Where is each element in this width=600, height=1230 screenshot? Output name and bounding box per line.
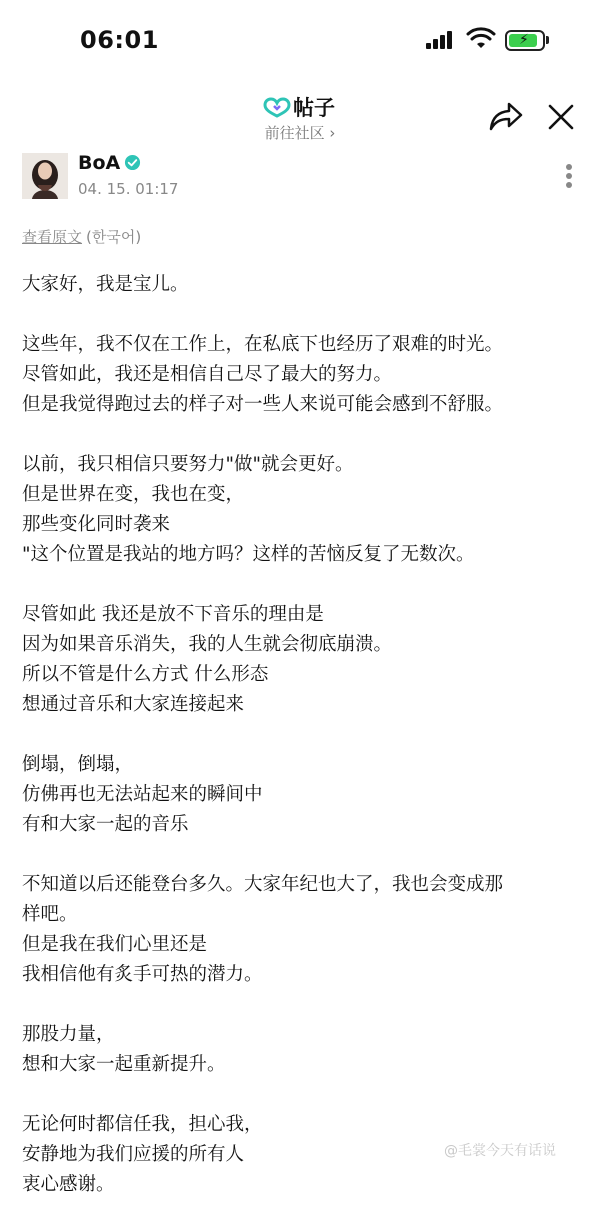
post-line: 尽管如此，我还是相信自己尽了最大的努力。 <box>22 364 393 385</box>
verified-badge-icon <box>124 154 141 171</box>
community-logo-icon <box>265 97 289 117</box>
post-line: 样吧。 <box>22 904 78 925</box>
post-line: 安静地为我们应援的所有人 <box>22 1144 245 1165</box>
go-to-community-link[interactable]: 前往社区 › <box>264 124 336 142</box>
status-time: 06:01 <box>80 26 159 54</box>
page-title-text: 帖子 <box>293 96 335 120</box>
post-paragraph <box>22 1020 578 1080</box>
battery-tip <box>546 36 549 44</box>
post-line: 这些年，我不仅在工作上，在私底下也经历了艰难的时光。 <box>22 334 504 355</box>
share-icon[interactable] <box>488 100 524 132</box>
post-paragraph <box>22 870 578 990</box>
post-date: 04. 15. 01:17 <box>78 180 179 198</box>
more-options-icon[interactable] <box>566 164 574 192</box>
post-line: 但是我在我们心里还是 <box>22 934 208 955</box>
post-line: 但是世界在变，我也在变， <box>22 484 245 505</box>
post-line: 无论何时都信任我，担心我， <box>22 1114 263 1135</box>
post-line: 仿佛再也无法站起来的瞬间中 <box>22 784 263 805</box>
post-line: 想和大家一起重新提升。 <box>22 1054 226 1075</box>
post-line: 有和大家一起的音乐 <box>22 814 189 835</box>
post-line: 衷心感谢。 <box>22 1174 115 1195</box>
post-line: 我相信他有炙手可热的潜力。 <box>22 964 263 985</box>
battery-icon: ⚡ <box>505 30 545 51</box>
view-original-link[interactable]: 查看原文 <box>22 228 83 246</box>
post-line: 不知道以后还能登台多久。大家年纪也大了，我也会变成那 <box>22 874 504 895</box>
post-paragraph <box>22 270 578 300</box>
close-icon[interactable] <box>546 102 576 132</box>
post-paragraph <box>22 450 578 570</box>
post-line: 倒塌，倒塌， <box>22 754 134 775</box>
translation-row <box>22 226 141 247</box>
avatar[interactable] <box>22 153 68 199</box>
post-paragraph <box>22 330 578 420</box>
wifi-icon <box>467 28 495 50</box>
author-name-text: BoA <box>78 152 121 174</box>
status-bar <box>0 0 600 80</box>
post-paragraph <box>22 750 578 840</box>
post-paragraph <box>22 600 578 720</box>
post-line: 所以不管是什么方式 什么形态 <box>22 664 269 685</box>
author-name[interactable] <box>78 152 141 174</box>
cellular-signal-icon <box>426 31 456 49</box>
post-line: 那股力量， <box>22 1024 115 1045</box>
post-line: 大家好，我是宝儿。 <box>22 274 189 295</box>
post-line: 以前，我只相信只要努力"做"就会更好。 <box>22 454 354 475</box>
original-language: (한국어) <box>86 228 142 246</box>
watermark: @毛裳今天有话说 <box>444 1143 556 1159</box>
post-line: 尽管如此 我还是放不下音乐的理由是 <box>22 604 324 625</box>
post-line: 因为如果音乐消失，我的人生就会彻底崩溃。 <box>22 634 393 655</box>
post-line: 但是我觉得跑过去的样子对一些人来说可能会感到不舒服。 <box>22 394 504 415</box>
post-line: 那些变化同时袭来 <box>22 514 171 535</box>
post-body <box>22 270 578 1230</box>
post-line: 想通过音乐和大家连接起来 <box>22 694 245 715</box>
post-line: "这个位置是我站的地方吗？这样的苦恼反复了无数次。 <box>22 544 475 565</box>
